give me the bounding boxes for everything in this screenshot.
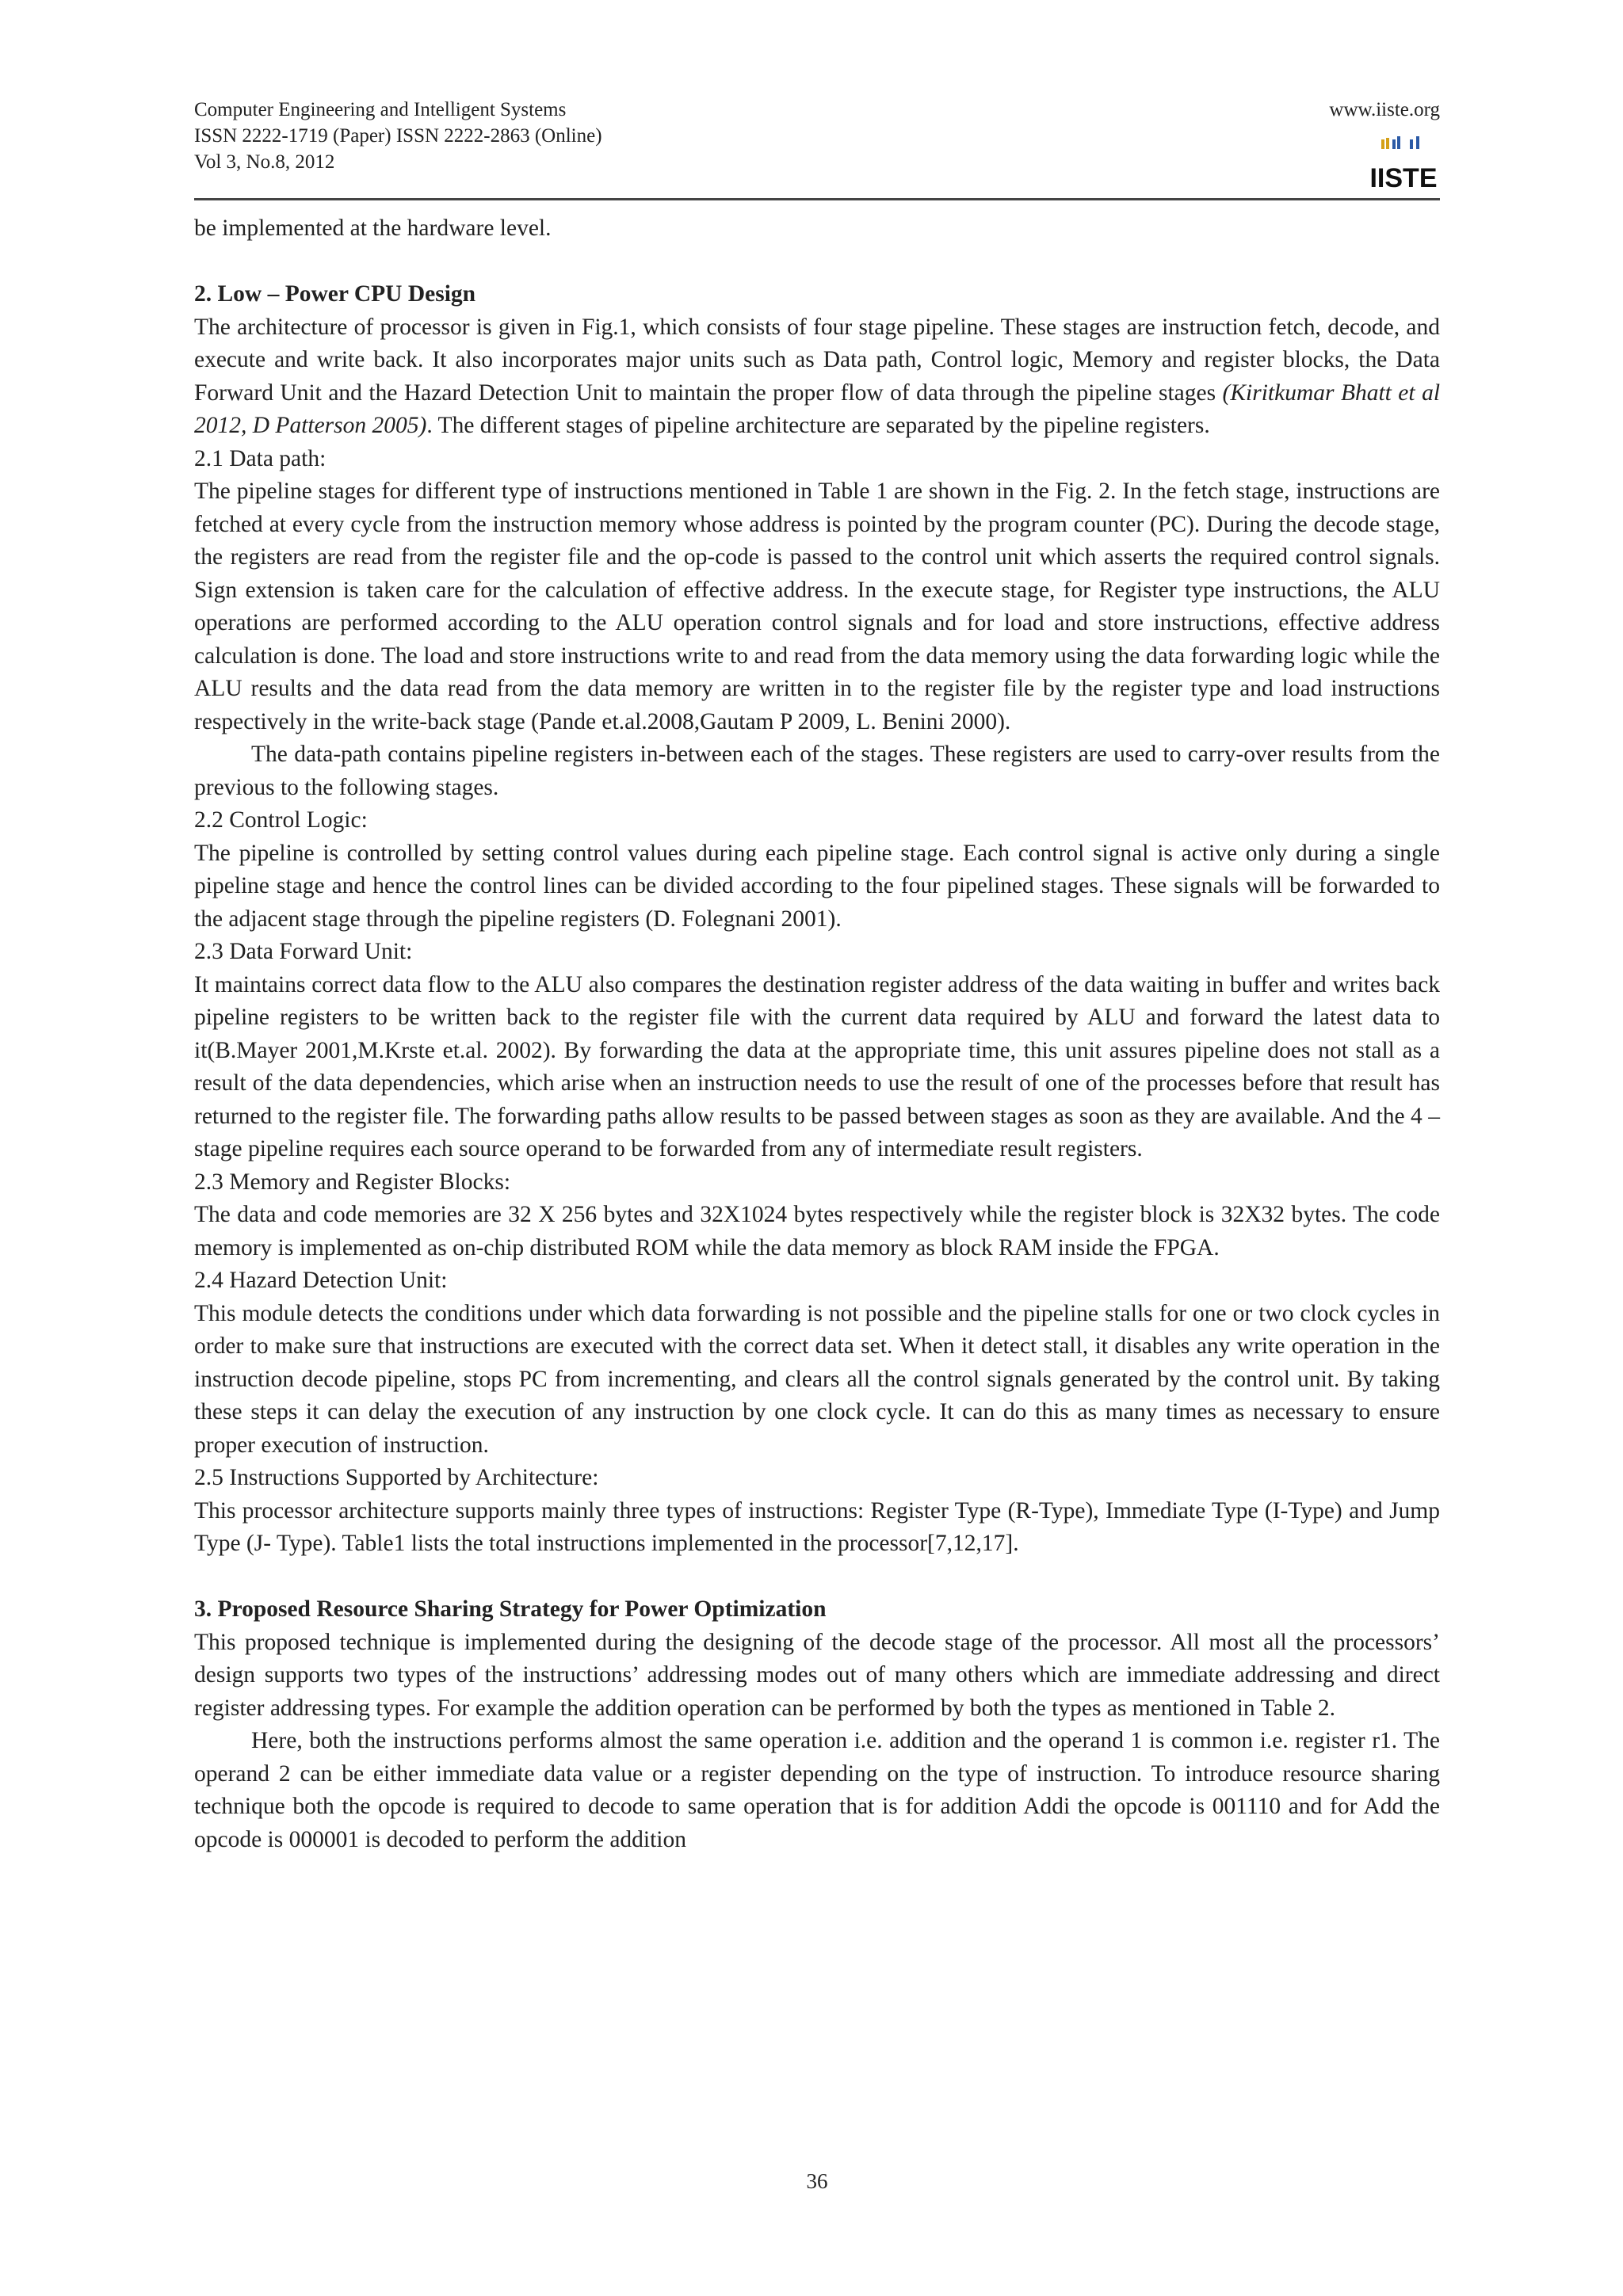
citation: (Kiritkumar Bhatt et al 2012, D Patterson 2005) xyxy=(194,379,1441,438)
paragraph: This processor architecture supports mainly three types of instructions: Register Type (R-Type), Immediate Type (I-Type) and Jump Type (J- Type). Table1 lists the total instructions implemented in the processor[7,12,17]. xyxy=(194,1497,1440,1556)
paragraph: The pipeline stages for different type of instructions mentioned in Table 1 are shown in the Fig. 2. In the fetch stage, instructions are fetched at every cycle from the instruction memory whose address is pointed by the program counter (PC). During the decode stage, the registers are read from the register file and the op-code is passed to the control unit which asserts the required control signals. Sign extension is taken care for the calculation of effective address. In the execute stage, for Register type instructions, the ALU operations are performed according to the ALU operation control signals and for load and store instructions, effective address calculation is done. The load and store instructions write to and read from the data memory using the data forwarding logic while the ALU results and the data read from the data memory are written in to the register file by the register type and load instructions respectively in the write-back stage (Pande et.al.2008,Gautam P 2009, L. Benini 2000). xyxy=(194,479,1440,734)
paper-page xyxy=(194,0,1440,2296)
section-heading: 2. Low – Power CPU Design xyxy=(194,281,476,307)
subsection-heading: 2.4 Hazard Detection Unit: xyxy=(194,1268,448,1293)
section-heading: 3. Proposed Resource Sharing Strategy for Power Optimization xyxy=(194,1596,827,1622)
paragraph: be implemented at the hardware level. xyxy=(194,215,552,241)
article-body xyxy=(194,212,1440,1856)
page-header xyxy=(194,97,1440,201)
paragraph: It maintains correct data flow to the ALU also compares the destination register address of the data waiting in buffer and writes back pipeline registers to be written back to the register file with the current data required by ALU and forward the latest data to it(B.Mayer 2001,M.Krste et.al. 2002). By forwarding the data at the appropriate time, this unit assures pipeline does not stall as a result of the data dependencies, which arise when an instruction needs to use the result of one of the processes before that result has returned to the register file. The forwarding paths allow results to be passed between stages as soon as they are available. And the 4 – stage pipeline requires each source operand to be forwarded from any of intermediate result registers. xyxy=(194,971,1440,1161)
journal-issn: ISSN 2222-1719 (Paper) ISSN 2222-2863 (Online) xyxy=(194,125,602,147)
subsection-heading: 2.2 Control Logic: xyxy=(194,807,368,833)
header-rule xyxy=(194,198,1440,200)
journal-name: Computer Engineering and Intelligent Systems xyxy=(194,99,567,120)
paragraph: The data and code memories are 32 X 256 bytes and 32X1024 bytes respectively while the register block is 32X32 bytes. The code memory is implemented as on-chip distributed ROM while the data memory as block RAM inside the FPGA. xyxy=(194,1202,1440,1261)
paragraph: The architecture of processor is given in Fig.1, which consists of four stage pipeline. These stages are instruction fetch, decode, and execute and write back. It also incorporates major units such as Data path, Control logic, Memory and register blocks, the Data Forward Unit and the Hazard Detection Unit to maintain the proper flow of data through the pipeline stages (Kiritkumar Bhatt et al 2012, D Patterson 2005). The different stages of pipeline architecture are separated by the pipeline registers. xyxy=(194,314,1441,438)
paragraph: This module detects the conditions under which data forwarding is not possible and the pipeline stalls for one or two clock cycles in order to make sure that instructions are executed with the correct data set. When it detect stall, it disables any write operation in the instruction decode pipeline, stops PC from incrementing, and clears all the control signals generated by the control unit. By taking these steps it can delay the execution of any instruction by one clock cycle. It can do this as many times as necessary to ensure proper execution of instruction. xyxy=(194,1300,1440,1458)
subsection-heading: 2.3 Data Forward Unit: xyxy=(194,939,413,964)
journal-volume: Vol 3, No.8, 2012 xyxy=(194,151,335,173)
journal-info xyxy=(194,97,602,175)
subsection-heading: 2.1 Data path: xyxy=(194,445,327,471)
paragraph: Here, both the instructions performs almost the same operation i.e. addition and the operand 1 is common i.e. register r1. The operand 2 can be either immediate data value or a register depending on the type of instruction. To introduce resource sharing technique both the opcode is required to decode to same operation that is for addition Addi the opcode is 001110 and for Add the opcode is 000001 is decoded to perform the addition xyxy=(194,1728,1440,1852)
page-number: 36 xyxy=(806,2169,828,2193)
subsection-heading: 2.5 Instructions Supported by Architecture: xyxy=(194,1465,599,1490)
logo-text: IISTE xyxy=(1369,163,1438,193)
paragraph: The data-path contains pipeline registers in-between each of the stages. These registers are used to carry-over results from the previous to the following stages. xyxy=(194,742,1440,800)
subsection-heading: 2.3 Memory and Register Blocks: xyxy=(194,1169,511,1195)
paragraph: The pipeline is controlled by setting control values during each pipeline stage. Each control signal is active only during a single pipeline stage and hence the control lines can be divided according to the four pipelined stages. These signals will be forwarded to the adjacent stage through the pipeline registers (D. Folegnani 2001). xyxy=(194,840,1440,932)
paragraph: This proposed technique is implemented during the designing of the decode stage of the processor. All most all the processors’ design supports two types of the instructions’ addressing modes out of many others which are immediate addressing and direct register addressing types. For example the addition operation can be performed by both the types as mentioned in Table 2. xyxy=(194,1629,1440,1721)
journal-url: www.iiste.org xyxy=(1329,99,1440,120)
iiste-logo-icon xyxy=(1369,135,1438,193)
